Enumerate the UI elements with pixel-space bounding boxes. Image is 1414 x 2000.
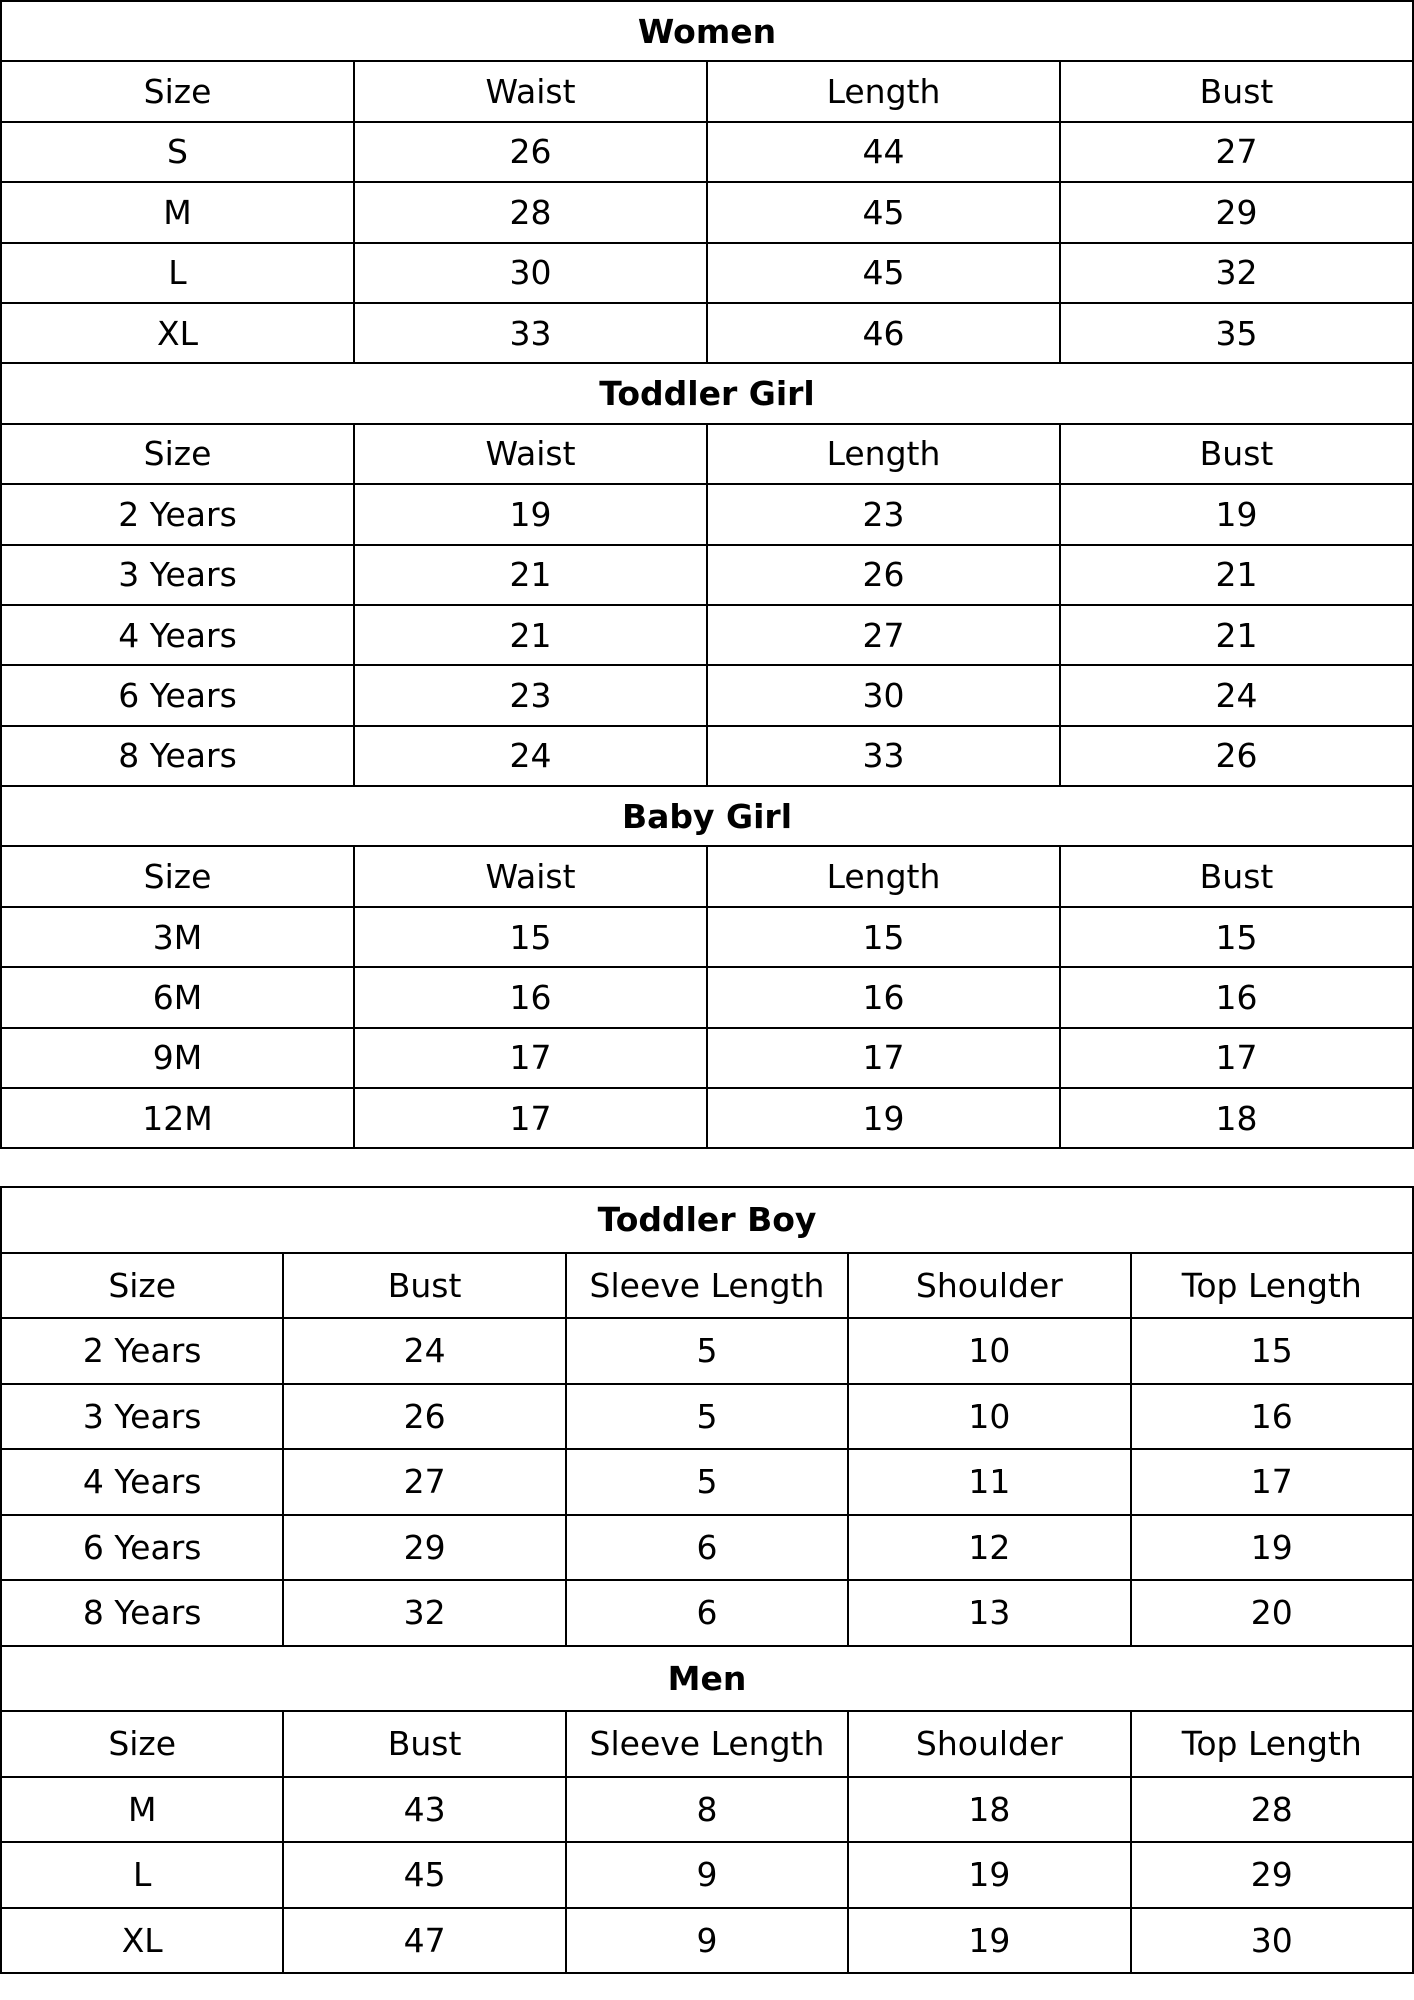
- column-header-row: [1, 424, 1413, 484]
- table-cell-top-length: 19: [1131, 1515, 1413, 1581]
- section-title: Toddler Boy: [1, 1187, 1413, 1253]
- table-cell-top-length: 29: [1131, 1842, 1413, 1908]
- table-cell-length: 33: [707, 726, 1060, 786]
- table-cell-bust: 15: [1060, 907, 1413, 967]
- table-cell-waist: 30: [354, 243, 707, 303]
- table-cell-size: 6 Years: [1, 665, 354, 725]
- table-cell-shoulder: 11: [848, 1449, 1130, 1515]
- table-row: [1, 1777, 1413, 1843]
- table-cell-length: 19: [707, 1088, 1060, 1148]
- table-cell-length: 26: [707, 545, 1060, 605]
- table-cell-bust: 24: [283, 1318, 565, 1384]
- table-row: [1, 605, 1413, 665]
- table-cell-bust: 32: [283, 1580, 565, 1646]
- section-title-row-toddler-boy: [1, 1187, 1413, 1253]
- column-header-waist: Waist: [354, 846, 707, 906]
- table-cell-waist: 23: [354, 665, 707, 725]
- table-cell-size: M: [1, 182, 354, 242]
- table-cell-waist: 33: [354, 303, 707, 363]
- table-cell-bust: 35: [1060, 303, 1413, 363]
- table-cell-waist: 26: [354, 122, 707, 182]
- table-row: [1, 243, 1413, 303]
- table-cell-bust: 32: [1060, 243, 1413, 303]
- table-row: [1, 484, 1413, 544]
- table-cell-waist: 21: [354, 545, 707, 605]
- table-cell-top-length: 28: [1131, 1777, 1413, 1843]
- table-cell-length: 17: [707, 1028, 1060, 1088]
- table-cell-sleeve-length: 9: [566, 1842, 848, 1908]
- table-cell-size: 3 Years: [1, 545, 354, 605]
- table-cell-bust: 47: [283, 1908, 565, 1974]
- table-cell-bust: 24: [1060, 665, 1413, 725]
- table-cell-sleeve-length: 5: [566, 1318, 848, 1384]
- column-header-row: [1, 846, 1413, 906]
- section-title: Men: [1, 1646, 1413, 1712]
- table-row: [1, 182, 1413, 242]
- size-table-boys: [0, 1186, 1414, 1974]
- table-cell-sleeve-length: 5: [566, 1384, 848, 1450]
- table-cell-bust: 26: [283, 1384, 565, 1450]
- table-row: [1, 1580, 1413, 1646]
- table-cell-bust: 17: [1060, 1028, 1413, 1088]
- table-cell-bust: 16: [1060, 967, 1413, 1027]
- table-cell-length: 16: [707, 967, 1060, 1027]
- table-cell-waist: 28: [354, 182, 707, 242]
- column-header-row: [1, 1711, 1413, 1777]
- table-row: [1, 726, 1413, 786]
- table-cell-bust: 45: [283, 1842, 565, 1908]
- column-header-top-length: Top Length: [1131, 1253, 1413, 1319]
- column-header-bust: Bust: [1060, 61, 1413, 121]
- column-header-top-length: Top Length: [1131, 1711, 1413, 1777]
- column-header-length: Length: [707, 61, 1060, 121]
- table-cell-waist: 17: [354, 1088, 707, 1148]
- table-cell-size: 6 Years: [1, 1515, 283, 1581]
- table-cell-size: 2 Years: [1, 1318, 283, 1384]
- table-cell-waist: 21: [354, 605, 707, 665]
- column-header-bust: Bust: [283, 1711, 565, 1777]
- column-header-bust: Bust: [1060, 424, 1413, 484]
- column-header-row: [1, 61, 1413, 121]
- table-row: [1, 1384, 1413, 1450]
- table-cell-bust: 27: [283, 1449, 565, 1515]
- table-cell-size: 3 Years: [1, 1384, 283, 1450]
- table-cell-shoulder: 10: [848, 1384, 1130, 1450]
- table-cell-sleeve-length: 6: [566, 1580, 848, 1646]
- table-cell-size: 3M: [1, 907, 354, 967]
- table-cell-size: 2 Years: [1, 484, 354, 544]
- table-cell-bust: 43: [283, 1777, 565, 1843]
- table-cell-size: 12M: [1, 1088, 354, 1148]
- table-cell-shoulder: 10: [848, 1318, 1130, 1384]
- table-cell-waist: 19: [354, 484, 707, 544]
- table-row: [1, 303, 1413, 363]
- boys-men-size-chart: [0, 1186, 1414, 1974]
- column-header-bust: Bust: [1060, 846, 1413, 906]
- table-cell-bust: 29: [1060, 182, 1413, 242]
- table-cell-bust: 27: [1060, 122, 1413, 182]
- table-cell-size: S: [1, 122, 354, 182]
- column-header-bust: Bust: [283, 1253, 565, 1319]
- table-row: [1, 1842, 1413, 1908]
- column-header-waist: Waist: [354, 61, 707, 121]
- column-header-row: [1, 1253, 1413, 1319]
- table-cell-length: 15: [707, 907, 1060, 967]
- table-cell-size: L: [1, 1842, 283, 1908]
- column-header-sleeve-length: Sleeve Length: [566, 1711, 848, 1777]
- table-row: [1, 967, 1413, 1027]
- column-header-waist: Waist: [354, 424, 707, 484]
- table-cell-top-length: 16: [1131, 1384, 1413, 1450]
- table-cell-length: 45: [707, 182, 1060, 242]
- table-cell-shoulder: 13: [848, 1580, 1130, 1646]
- column-header-length: Length: [707, 424, 1060, 484]
- column-header-size: Size: [1, 424, 354, 484]
- table-row: [1, 1515, 1413, 1581]
- table-cell-waist: 24: [354, 726, 707, 786]
- table-row: [1, 545, 1413, 605]
- column-header-sleeve-length: Sleeve Length: [566, 1253, 848, 1319]
- table-cell-length: 23: [707, 484, 1060, 544]
- column-header-size: Size: [1, 1711, 283, 1777]
- table-cell-bust: 26: [1060, 726, 1413, 786]
- section-title: Women: [1, 1, 1413, 61]
- table-cell-top-length: 17: [1131, 1449, 1413, 1515]
- section-title: Toddler Girl: [1, 363, 1413, 423]
- table-row: [1, 1088, 1413, 1148]
- column-header-shoulder: Shoulder: [848, 1711, 1130, 1777]
- table-cell-size: 9M: [1, 1028, 354, 1088]
- table-cell-bust: 18: [1060, 1088, 1413, 1148]
- table-cell-length: 45: [707, 243, 1060, 303]
- column-header-length: Length: [707, 846, 1060, 906]
- section-title-row-men: [1, 1646, 1413, 1712]
- table-cell-size: 6M: [1, 967, 354, 1027]
- table-cell-size: L: [1, 243, 354, 303]
- table-cell-bust: 21: [1060, 545, 1413, 605]
- table-cell-shoulder: 12: [848, 1515, 1130, 1581]
- column-header-shoulder: Shoulder: [848, 1253, 1130, 1319]
- table-cell-length: 30: [707, 665, 1060, 725]
- table-cell-size: XL: [1, 1908, 283, 1974]
- table-cell-size: 4 Years: [1, 605, 354, 665]
- table-row: [1, 907, 1413, 967]
- table-row: [1, 1449, 1413, 1515]
- table-row: [1, 665, 1413, 725]
- table-cell-shoulder: 19: [848, 1842, 1130, 1908]
- table-cell-length: 46: [707, 303, 1060, 363]
- table-cell-top-length: 15: [1131, 1318, 1413, 1384]
- table-cell-waist: 15: [354, 907, 707, 967]
- table-cell-sleeve-length: 6: [566, 1515, 848, 1581]
- column-header-size: Size: [1, 61, 354, 121]
- table-row: [1, 1028, 1413, 1088]
- table-cell-sleeve-length: 9: [566, 1908, 848, 1974]
- section-title-row-women: [1, 1, 1413, 61]
- table-cell-top-length: 20: [1131, 1580, 1413, 1646]
- table-cell-size: XL: [1, 303, 354, 363]
- table-cell-sleeve-length: 5: [566, 1449, 848, 1515]
- table-cell-shoulder: 18: [848, 1777, 1130, 1843]
- table-cell-sleeve-length: 8: [566, 1777, 848, 1843]
- table-row: [1, 122, 1413, 182]
- section-title-row-toddler-girl: [1, 363, 1413, 423]
- section-title-row-baby-girl: [1, 786, 1413, 846]
- table-cell-waist: 16: [354, 967, 707, 1027]
- table-cell-length: 27: [707, 605, 1060, 665]
- table-cell-shoulder: 19: [848, 1908, 1130, 1974]
- table-cell-bust: 21: [1060, 605, 1413, 665]
- table-cell-size: 8 Years: [1, 726, 354, 786]
- table-cell-size: 8 Years: [1, 1580, 283, 1646]
- table-cell-bust: 29: [283, 1515, 565, 1581]
- column-header-size: Size: [1, 846, 354, 906]
- table-cell-waist: 17: [354, 1028, 707, 1088]
- section-title: Baby Girl: [1, 786, 1413, 846]
- table-row: [1, 1318, 1413, 1384]
- table-row: [1, 1908, 1413, 1974]
- column-header-size: Size: [1, 1253, 283, 1319]
- table-cell-top-length: 30: [1131, 1908, 1413, 1974]
- table-cell-size: M: [1, 1777, 283, 1843]
- table-cell-bust: 19: [1060, 484, 1413, 544]
- table-cell-size: 4 Years: [1, 1449, 283, 1515]
- table-cell-length: 44: [707, 122, 1060, 182]
